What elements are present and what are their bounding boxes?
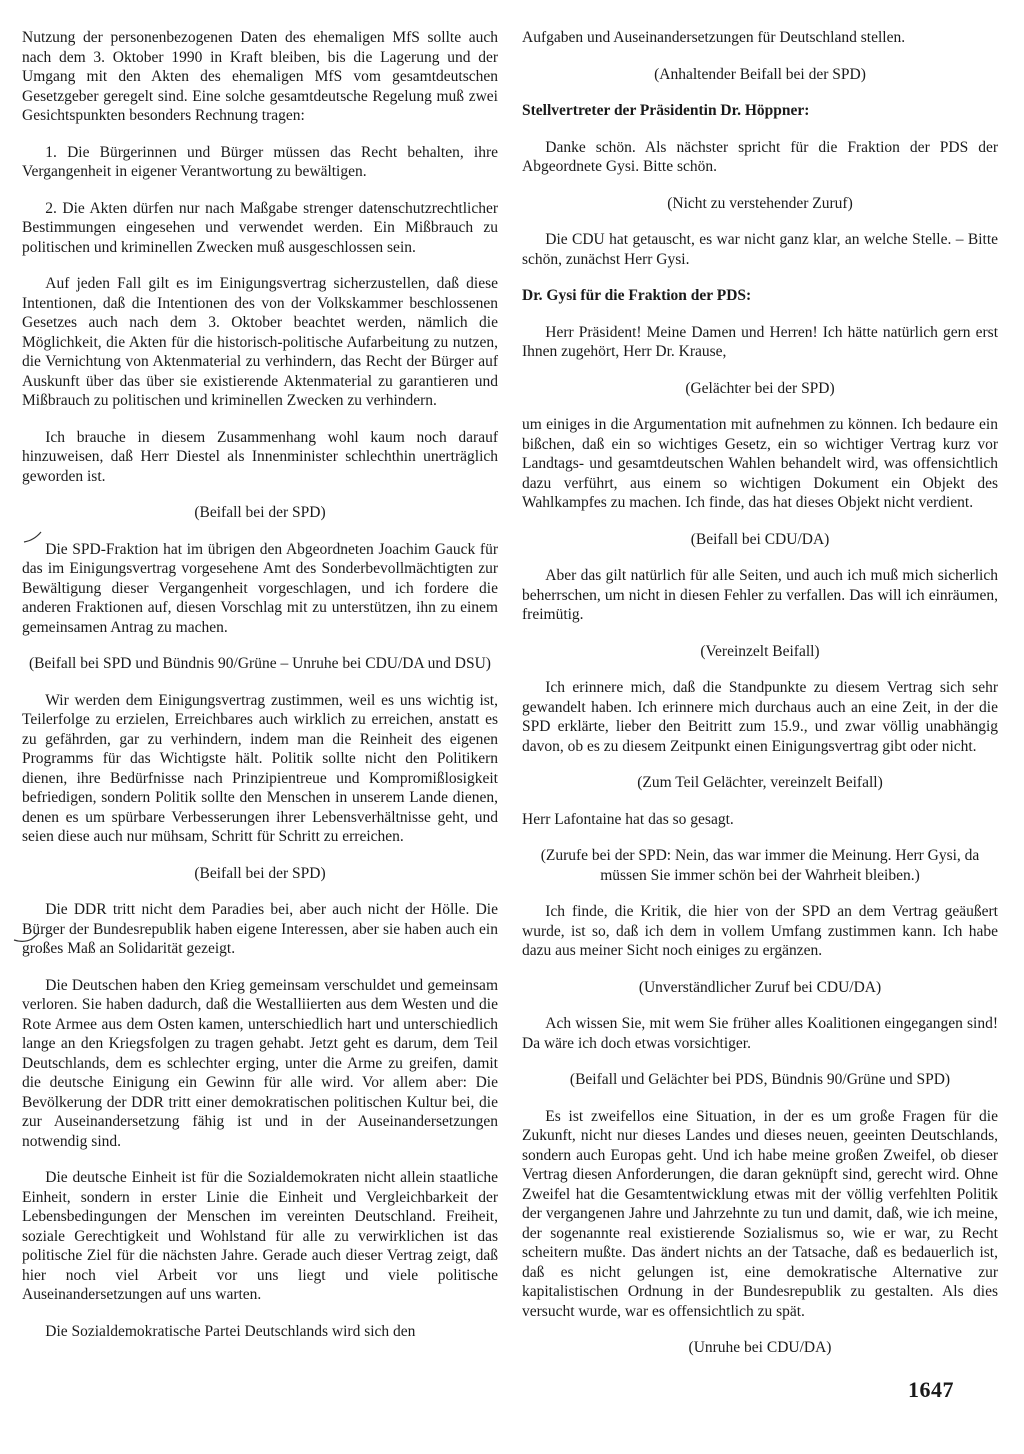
pencil-check-mark — [12, 930, 34, 944]
interjection: (Beifall bei der SPD) — [194, 504, 326, 521]
paragraph: Es ist zweifellos eine Situation, in der es um große Fragen für die Zukunft, nicht nur dieses Landes und dieses neuen, geeinten Deutschlands, sondern auch Europas geht. Und ich habe meine großen Zweifel, ob dieser Vertrag diesen Anforderungen, die daran geknüpft sind, gerecht wird. Ohne Zweifel hat die Gesamtentwicklung etwas mit der völlig verfehlten Politik der vergangenen Jahre und Jahrzehnte zu tun und damit, daß, wie ich meine, der sogenannte real existierende Sozialismus so, wie er war, zu Recht scheitern mußte. Das ändert nichts an der Tatsache, daß es bedauerlich ist, daß es nicht gelungen ist, eine demokratische Alternative zur kapitalistischen Ordnung in der Bundesrepublik zu gestalten. Als dies versucht wurde, war es offensichtlich zu spät. — [522, 1107, 998, 1320]
right-column — [522, 28, 998, 1375]
interjection: (Vereinzelt Beifall) — [700, 642, 820, 660]
paragraph: Auf jeden Fall gilt es im Einigungsvertrag sicherzustellen, daß diese Intentionen, daß die Intentionen des von der Volkskammer beschlossenen Gesetzes auch nach dem 3. Oktober beachtet werden, nämlich die Möglichkeit, die Akten für die historisch-politische Aufarbeitung zu nutzen, die Vernichtung von Aktenmaterial zu verhindern, das Recht der Bürger auf Auskunft über das über sie existierende Aktenmaterial zu garantieren und Mißbrauch zu politischen und kriminellen Zwecken zu verhindern. — [22, 275, 498, 409]
speaker-heading: Stellvertreter der Präsidentin Dr. Höppner: — [522, 102, 810, 119]
left-column — [22, 28, 498, 1358]
paragraph: Herr Präsident! Meine Damen und Herren! Ich hätte natürlich gern erst Ihnen zugehört, Herr Dr. Krause, — [522, 323, 998, 360]
speaker-heading: Dr. Gysi für die Fraktion der PDS: — [522, 287, 752, 304]
paragraph: um einiges in die Argumentation mit aufnehmen zu können. Ich bedaure ein bißchen, daß ein so wichtiges Gesetz, ein so wichtiger Vertrag kurz vor Landtags- und gesamtdeutschen Wahlen behandelt wird, was offensichtlich dazu verführt, aus einem so wichtigen Dokument ein Objekt des Wahlkampfes zu machen. Ich finde, das hat dieses Objekt nicht verdient. — [522, 416, 998, 511]
paragraph: Herr Lafontaine hat das so gesagt. — [522, 810, 734, 828]
paragraph: Ich brauche in diesem Zusammenhang wohl kaum noch darauf hinzuweisen, daß Herr Diestel als Innenminister schlechthin unerträglich geworden ist. — [22, 428, 498, 485]
interjection: (Beifall bei der SPD) — [194, 864, 326, 882]
pencil-check-mark — [22, 530, 44, 544]
interjection: (Unruhe bei CDU/DA) — [688, 1339, 832, 1356]
interjection: (Gelächter bei der SPD) — [685, 379, 835, 397]
paragraph: Wir werden dem Einigungsvertrag zustimmen, weil es uns wichtig ist, Teilerfolge zu erzielen, Erreichbares auch wirklich zu erreichen, anstatt es zu gefährden, gar zu verhindern, indem man die Reinheit des eigenen Programms für das Wichtigste hält. Politik sollte nicht den Politikern dienen, ihre Bedürfnisse nach Prinzipientreue und Kompromißlosigkeit befriedigen, sondern Politik sollte den Menschen in unserem Lande dienen, denen es um spürbare Verbesserungen ihrer Lebensverhältnisse geht, und seien diese auch nur mühsam, Schritt für Schritt zu erreichen. — [22, 691, 498, 845]
paragraph: Aber das gilt natürlich für alle Seiten, und auch ich muß mich sicherlich beherrschen, um nicht in diesen Fehler zu verfallen. Das will ich einräumen, freimütig. — [522, 567, 998, 623]
paragraph: Danke schön. Als nächster spricht für die Fraktion der PDS der Abgeordnete Gysi. Bitte schön. — [522, 138, 998, 175]
paragraph: Die deutsche Einheit ist für die Sozialdemokraten nicht allein staatliche Einheit, sondern in erster Linie die Einheit und Vergleichbarkeit der Lebensbedingungen der Menschen im vereinten Deutschland. Freiheit, soziale Gerechtigkeit und Wohlstand für alle zu verwirklichen ist das politische Ziel für die nächsten Jahre. Gerade auch dieser Vertrag zeigt, daß hier noch viel Arbeit vor uns liegt und viele politische Auseinandersetzungen auf uns warten. — [22, 1169, 498, 1303]
paragraph: Ich finde, die Kritik, die hier von der SPD an dem Vertrag geäußert wurde, ist so, daß ich dem in vollem Umfang zustimmen kann. Ich habe dazu aus meiner Sicht noch einiges zu ergänzen. — [522, 903, 998, 959]
interjection: (Unverständlicher Zuruf bei CDU/DA) — [638, 978, 882, 996]
interjection: (Zum Teil Gelächter, vereinzelt Beifall) — [637, 774, 883, 791]
paragraph: Die Sozialdemokratische Partei Deutschlands wird sich den — [45, 1322, 416, 1340]
paragraph: Aufgaben und Auseinandersetzungen für Deutschland stellen. — [522, 29, 906, 46]
paragraph: Die SPD-Fraktion hat im übrigen den Abgeordneten Joachim Gauck für das im Einigungsvertrag vorgesehene Amt des Sonderbevollmächtigten zur Bewältigung dieser Vergangenheit vorgeschlagen, und ich fordere die anderen Fraktionen auf, diesen Vorschlag mit zu unterstützen, ihn zu einem gemeinsamen Antrag zu machen. — [22, 540, 498, 636]
page-number: 1647 — [908, 1377, 954, 1402]
interjection: (Zurufe bei der SPD: Nein, das war immer die Meinung. Herr Gysi, da müssen Sie immer schön bei der Wahrheit bleiben.) — [540, 847, 980, 884]
interjection: (Nicht zu verstehender Zuruf) — [667, 194, 853, 212]
interjection: (Anhaltender Beifall bei der SPD) — [654, 65, 866, 83]
paragraph: Ach wissen Sie, mit wem Sie früher alles Koalitionen eingegangen sind! Da wäre ich doch etwas vorsichtiger. — [522, 1015, 998, 1052]
interjection: (Beifall bei CDU/DA) — [690, 530, 830, 548]
paragraph: 1. Die Bürgerinnen und Bürger müssen das Recht behalten, ihre Vergangenheit in eigener Verantwortung zu bewältigen. — [22, 143, 498, 180]
paragraph: Nutzung der personenbezogenen Daten des ehemaligen MfS sollte auch nach dem 3. Oktober 1990 in Kraft bleiben, bis die Lagerung und der Umgang mit den Akten des ehemaligen MfS vom gesamtdeutschen Gesetzgeber geregelt sind. Eine solche gesamtdeutsche Regelung muß zwei Gesichtspunkten besonders Rechnung tragen: — [22, 29, 498, 124]
interjection: (Beifall und Gelächter bei PDS, Bündnis 90/Grüne und SPD) — [569, 1071, 951, 1088]
paragraph: Die Deutschen haben den Krieg gemeinsam verschuldet und gemeinsam verloren. Sie haben dadurch, daß die Westalliierten aus dem Westen und die Rote Armee aus dem Osten kamen, unterschiedlich hart und unterschiedlich lange an den Kriegsfolgen zu tragen gehabt. Jetzt geht es darum, dem Teil Deutschlands, dem es schlechter erging, unter die Arme zu greifen, damit die deutsche Einigung ein Gewinn für alle wird. Vor allem aber: Die Bevölkerung der DDR tritt einer demokratischen politischen Kultur bei, die zur Auseinandersetzung fähig ist und in der Auseinandersetzungen notwendig sind. — [22, 976, 498, 1150]
paragraph: Ich erinnere mich, daß die Standpunkte zu diesem Vertrag sich sehr gewandelt haben. Ich erinnere mich durchaus auch an eine Zeit, in der die SPD erklärte, lieber den Beitritt zum 15.9., und zwar völlig unabhängig davon, ob es zu diesem Zeitpunkt einen Einigungsvertrag gibt oder nicht. — [522, 679, 998, 755]
paragraph: 2. Die Akten dürfen nur nach Maßgabe strenger datenschutzrechtlicher Bestimmungen eingesehen und verwendet werden. Ein Mißbrauch zu politischen und kriminellen Zwecken muß ausgeschlossen sein. — [22, 199, 498, 256]
interjection: (Beifall bei SPD und Bündnis 90/Grüne – Unruhe bei CDU/DA und DSU) — [29, 655, 491, 672]
paragraph: Die DDR tritt nicht dem Paradies bei, aber auch nicht der Hölle. Die Bürger der Bundesrepublik haben eigene Interessen, aber sie haben auch ein großes Maß an Solidarität gezeigt. — [22, 901, 498, 957]
paragraph: Die CDU hat getauscht, es war nicht ganz klar, an welche Stelle. – Bitte schön, zunächst Herr Gysi. — [522, 231, 998, 268]
